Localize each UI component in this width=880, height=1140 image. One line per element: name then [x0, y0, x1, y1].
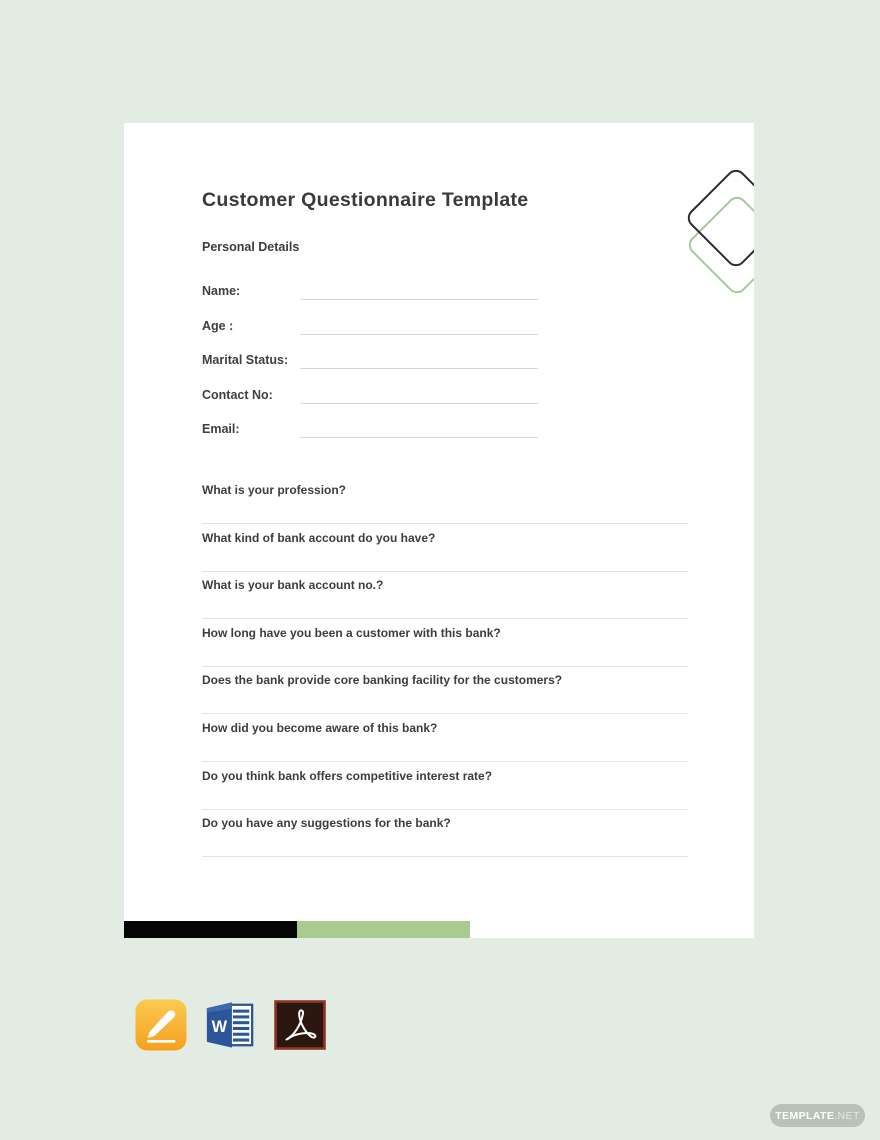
question-answer-line — [202, 571, 688, 572]
microsoft-word-icon[interactable] — [204, 999, 256, 1051]
question-answer-line — [202, 666, 688, 667]
footer-bar-black — [124, 921, 297, 938]
question-text: How did you become aware of this bank? — [202, 721, 438, 735]
question-text: How long have you been a customer with this bank? — [202, 626, 501, 640]
field-label-email: Email: — [202, 422, 240, 436]
question-text: Does the bank provide core banking facility for the customers? — [202, 673, 563, 687]
question-answer-line — [202, 856, 688, 857]
field-label-contact-no: Contact No: — [202, 388, 273, 402]
question-text: What is your profession? — [202, 483, 347, 497]
footer-bar-green — [297, 921, 470, 938]
brand-tld: .NET — [834, 1109, 860, 1122]
question-row — [124, 483, 754, 530]
field-row-email — [124, 422, 754, 440]
field-blank-line-name — [300, 284, 538, 300]
question-answer-line — [202, 523, 688, 524]
field-row-contact-no — [124, 388, 754, 406]
template-net-brand-badge[interactable] — [770, 1104, 865, 1127]
field-label-marital-status: Marital Status: — [202, 353, 289, 367]
field-row-name — [124, 284, 754, 302]
field-row-marital-status — [124, 353, 754, 371]
question-row — [124, 769, 754, 816]
question-text: Do you think bank offers competitive interest rate? — [202, 769, 493, 783]
section-heading-personal-details: Personal Details — [202, 240, 300, 254]
field-blank-line-marital-status — [300, 353, 538, 369]
question-answer-line — [202, 713, 688, 714]
question-row — [124, 531, 754, 578]
question-text: What kind of bank account do you have? — [202, 531, 436, 545]
svg-text:W: W — [211, 1018, 228, 1037]
question-row — [124, 816, 754, 863]
question-row — [124, 578, 754, 625]
question-answer-line — [202, 809, 688, 810]
question-row — [124, 673, 754, 720]
adobe-pdf-icon[interactable] — [274, 999, 326, 1051]
field-blank-line-email — [300, 422, 538, 438]
field-label-name: Name: — [202, 284, 241, 298]
question-text: What is your bank account no.? — [202, 578, 384, 592]
document-title: Customer Questionnaire Template — [202, 189, 529, 211]
question-row — [124, 721, 754, 768]
question-row — [124, 626, 754, 673]
apple-pages-icon[interactable] — [135, 999, 187, 1051]
question-answer-line — [202, 618, 688, 619]
field-blank-line-contact-no — [300, 388, 538, 404]
document-page — [124, 123, 754, 938]
field-row-age — [124, 319, 754, 337]
brand-name: TEMPLATE — [775, 1109, 835, 1122]
field-blank-line-age — [300, 319, 538, 335]
question-text: Do you have any suggestions for the bank? — [202, 816, 451, 830]
field-label-age: Age : — [202, 319, 234, 333]
question-answer-line — [202, 761, 688, 762]
